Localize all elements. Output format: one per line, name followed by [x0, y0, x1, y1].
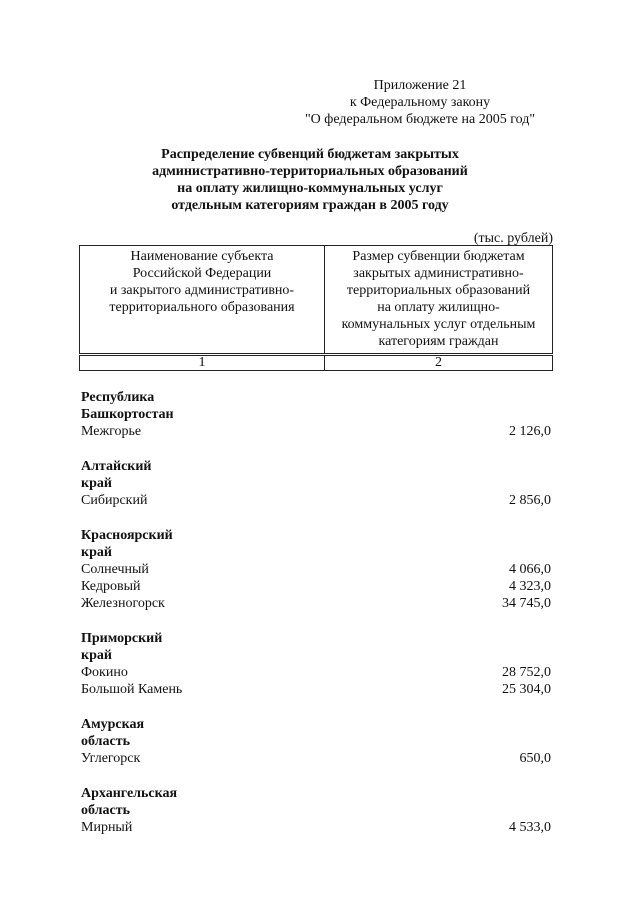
region-group: [81, 458, 551, 509]
header-line: Российской Федерации: [132, 266, 272, 281]
units-label: (тыс. рублей): [473, 231, 553, 246]
document-title: [110, 146, 510, 214]
region-name: край: [81, 476, 112, 491]
column-header-name: [80, 246, 325, 355]
region-group: [81, 630, 551, 698]
entity-name: Углегорск: [81, 751, 141, 766]
region-name: Алтайский: [81, 459, 152, 474]
table-row: [81, 492, 551, 509]
entity-name: Сибирский: [81, 493, 148, 508]
region-group: [81, 785, 551, 836]
title-line: административно-территориальных образований: [152, 164, 468, 179]
appendix-line: "О федеральном бюджете на 2005 год": [304, 112, 536, 127]
appendix-line: к Федеральному закону: [349, 95, 491, 110]
table-header: [79, 245, 553, 371]
table-row: [81, 561, 551, 578]
region-name: край: [81, 545, 112, 560]
region-group: [81, 389, 551, 440]
header-line: территориального образования: [109, 300, 295, 315]
entity-name: Большой Камень: [81, 682, 183, 697]
title-line: на оплату жилищно-коммунальных услуг: [177, 181, 443, 196]
entity-name: Солнечный: [81, 562, 149, 577]
region-group: [81, 527, 551, 612]
header-line: коммунальных услуг отдельным: [341, 317, 536, 332]
appendix-line: Приложение 21: [373, 78, 467, 93]
table-row: [81, 750, 551, 767]
table-row: [81, 578, 551, 595]
region-name: Амурская: [81, 717, 145, 732]
header-line: закрытых административно-: [353, 266, 524, 281]
region-name: Республика: [81, 390, 155, 405]
subvention-amount: 34 745,0: [502, 596, 551, 611]
region-name: Красноярский: [81, 528, 173, 543]
header-line: категориям граждан: [378, 334, 499, 349]
entity-name: Мирный: [81, 820, 133, 835]
title-line: отдельным категориям граждан в 2005 году: [171, 198, 449, 213]
entity-name: Железногорск: [81, 596, 165, 611]
table-row: [81, 595, 551, 612]
header-line: территориальных образований: [346, 283, 531, 298]
region-name: Приморский: [81, 631, 163, 646]
subvention-amount: 4 323,0: [509, 579, 551, 594]
subvention-amount: 2 856,0: [509, 493, 551, 508]
header-line: на оплату жилищно-: [377, 300, 500, 315]
subvention-amount: 650,0: [519, 751, 551, 766]
table-row: [81, 664, 551, 681]
region-group: [81, 716, 551, 767]
subvention-amount: 2 126,0: [509, 424, 551, 439]
header-line: Наименование субъекта: [130, 249, 274, 264]
region-name: область: [81, 734, 130, 749]
header-line: Размер субвенции бюджетам: [352, 249, 525, 264]
subvention-amount: 4 533,0: [509, 820, 551, 835]
column-number-2: 2: [325, 355, 553, 371]
table-row: [81, 423, 551, 440]
subvention-amount: 4 066,0: [509, 562, 551, 577]
region-name: область: [81, 803, 130, 818]
appendix-note: [290, 77, 550, 128]
subvention-amount: 28 752,0: [502, 665, 551, 680]
entity-name: Межгорье: [81, 424, 142, 439]
table-row: [81, 681, 551, 698]
entity-name: Кедровый: [81, 579, 141, 594]
region-name: край: [81, 648, 112, 663]
subvention-amount: 25 304,0: [502, 682, 551, 697]
title-line: Распределение субвенций бюджетам закрытых: [161, 147, 459, 162]
column-number-1: 1: [80, 355, 325, 371]
header-line: и закрытого административно-: [109, 283, 295, 298]
region-name: Башкортостан: [81, 407, 174, 422]
table-row: [81, 819, 551, 836]
column-header-amount: [325, 246, 553, 355]
region-name: Архангельская: [81, 786, 178, 801]
entity-name: Фокино: [81, 665, 128, 680]
data-list: [81, 389, 551, 854]
